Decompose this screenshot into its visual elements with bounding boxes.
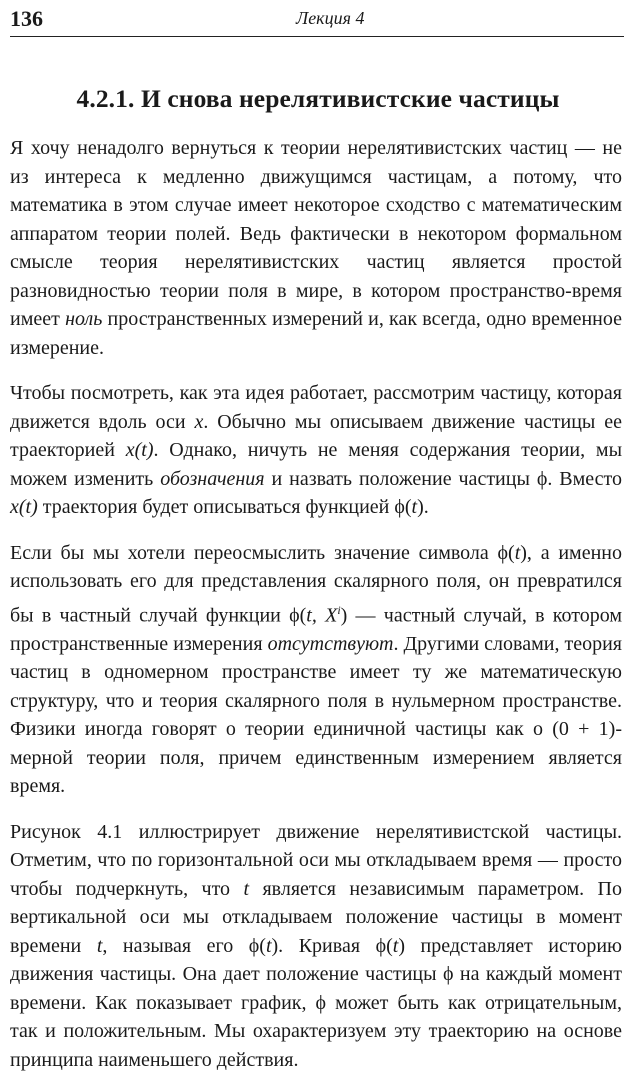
header-rule xyxy=(10,36,624,37)
running-head: Лекция 4 xyxy=(296,8,365,28)
paragraph-4: Рисунок 4.1 иллюстрирует движение нерелятивистской частицы. Отметим, что по горизонтальной оси мы откладываем время — просто чтобы подчеркнуть, что t является независимым параметром. По вертикальной оси мы откладываем положение частицы в момент времени t, называя его ϕ(t). Кривая ϕ(t) представляет историю движения частицы. Она дает положение частицы ϕ на каждый момент времени. Как показывает график, ϕ может быть как отрицательным, так и положительным. Мы охарактеризуем эту траекторию на основе принципа наименьшего действия. xyxy=(10,820,622,1071)
page-header xyxy=(10,4,624,36)
section-title: 4.2.1. И снова нерелятивистские частицы xyxy=(76,84,560,113)
page-body xyxy=(10,134,622,1091)
paragraph-3: Если бы мы хотели переосмыслить значение символа ϕ(t), а именно использовать его для представления скалярного поля, он превратился бы в частный случай функции ϕ(t, $X^i$) — частный случай, в котором пространственные измерения отсутствуют. Другими словами, теория частиц в одномерном пространстве имеет ту же математическую структуру, что и теория скалярного поля в нульмерном пространстве. Физики иногда говорят о теории единичной частицы как о (0 + 1)-мерной теории поля, причем единственным измерением является время. xyxy=(10,541,622,798)
paragraph-2: Чтобы посмотреть, как эта идея работает, рассмотрим частицу, которая движется вдоль оси x. Обычно мы описываем движение частицы ее траекторией x(t). Однако, ничуть не меняя содержания теории, мы можем изменить обозначения и назвать положение частицы ϕ. Вместо x(t) траектория будет описываться функцией ϕ(t). xyxy=(10,382,623,518)
page-number: 136 xyxy=(10,6,43,31)
paragraph-1: Я хочу ненадолго вернуться к теории нерелятивистских частиц — не из интереса к медленно движущимся частицам, а потому, что математика в этом случае имеет некоторое сходство с математическим аппаратом теории полей. Ведь фактически в некотором формальном смысле теория нерелятивистских частиц является простой разновидностью теории поля в мире, в котором пространство-время имеет ноль пространственных измерений и, как всегда, одно временное измерение. xyxy=(10,137,622,359)
